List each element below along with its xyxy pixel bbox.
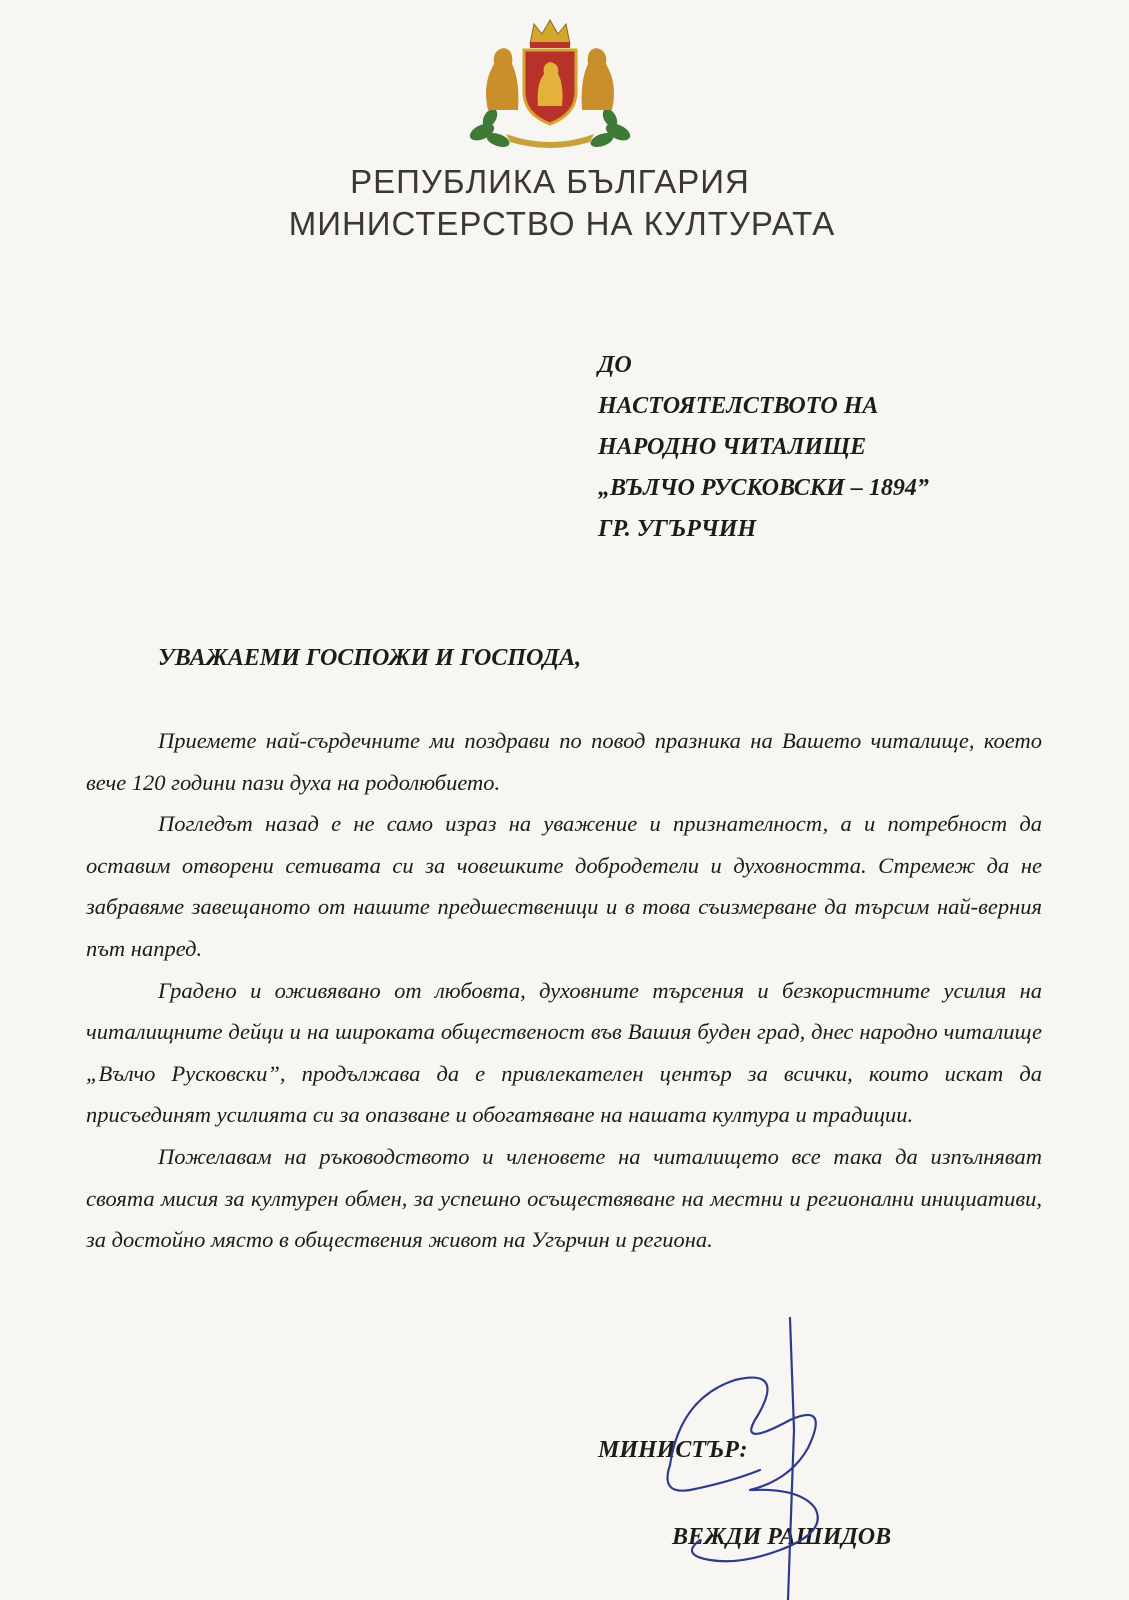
letter-body bbox=[86, 720, 1042, 1261]
body-paragraph: Градено и оживявано от любовта, духовните търсения и безкористните усилия на читалищните дейци и на широката общественост във Вашия буден град, днес народно читалище „Вълчо Русковски”, продължава да е привлекателен център за всички, които искат да присъединят усилията си за опазване и обогатяване на нашата култура и традиции. bbox=[86, 977, 1042, 1128]
addressee-block bbox=[598, 345, 929, 550]
republic-title: РЕПУБЛИКА БЪЛГАРИЯ bbox=[350, 163, 750, 200]
body-paragraph: Пожелавам на ръководството и членовете на читалището все така да изпълняват своята мисия за културен обмен, за успешно осъществяване на местни и регионални инициативи, за достойно място в обществения живот на Угърчин и региона. bbox=[86, 1143, 1042, 1253]
body-paragraph: Погледът назад е не само израз на уважение и признателност, а и потребност да оставим отворени сетивата си за човешките добродетели и духовността. Стремеж да не забравяме завещаното от нашите предшественици и в това съизмерване да търсим най-верния път напред. bbox=[86, 811, 1042, 961]
salutation: УВАЖАЕМИ ГОСПОЖИ И ГОСПОДА, bbox=[158, 645, 582, 671]
signatory-name: ВЕЖДИ РАШИДОВ bbox=[672, 1524, 892, 1550]
addressee-line: ГР. УГЪРЧИН bbox=[598, 516, 757, 542]
signatory-title: МИНИСТЪР: bbox=[598, 1437, 748, 1463]
addressee-line: „ВЪЛЧО РУСКОВСКИ – 1894” bbox=[598, 475, 929, 501]
ministry-title: МИНИСТЕРСТВО НА КУЛТУРАТА bbox=[288, 205, 836, 242]
handwritten-signature bbox=[640, 1310, 880, 1600]
addressee-line: НАСТОЯТЕЛСТВОТО НА bbox=[598, 393, 879, 419]
body-paragraph: Приемете най-сърдечните ми поздрави по повод празника на Вашето читалище, което вече 120 години пази духа на родолюбието. bbox=[86, 728, 1042, 795]
coat-of-arms-icon bbox=[468, 14, 632, 150]
addressee-line: НАРОДНО ЧИТАЛИЩЕ bbox=[598, 434, 867, 460]
addressee-line: ДО bbox=[598, 352, 632, 378]
